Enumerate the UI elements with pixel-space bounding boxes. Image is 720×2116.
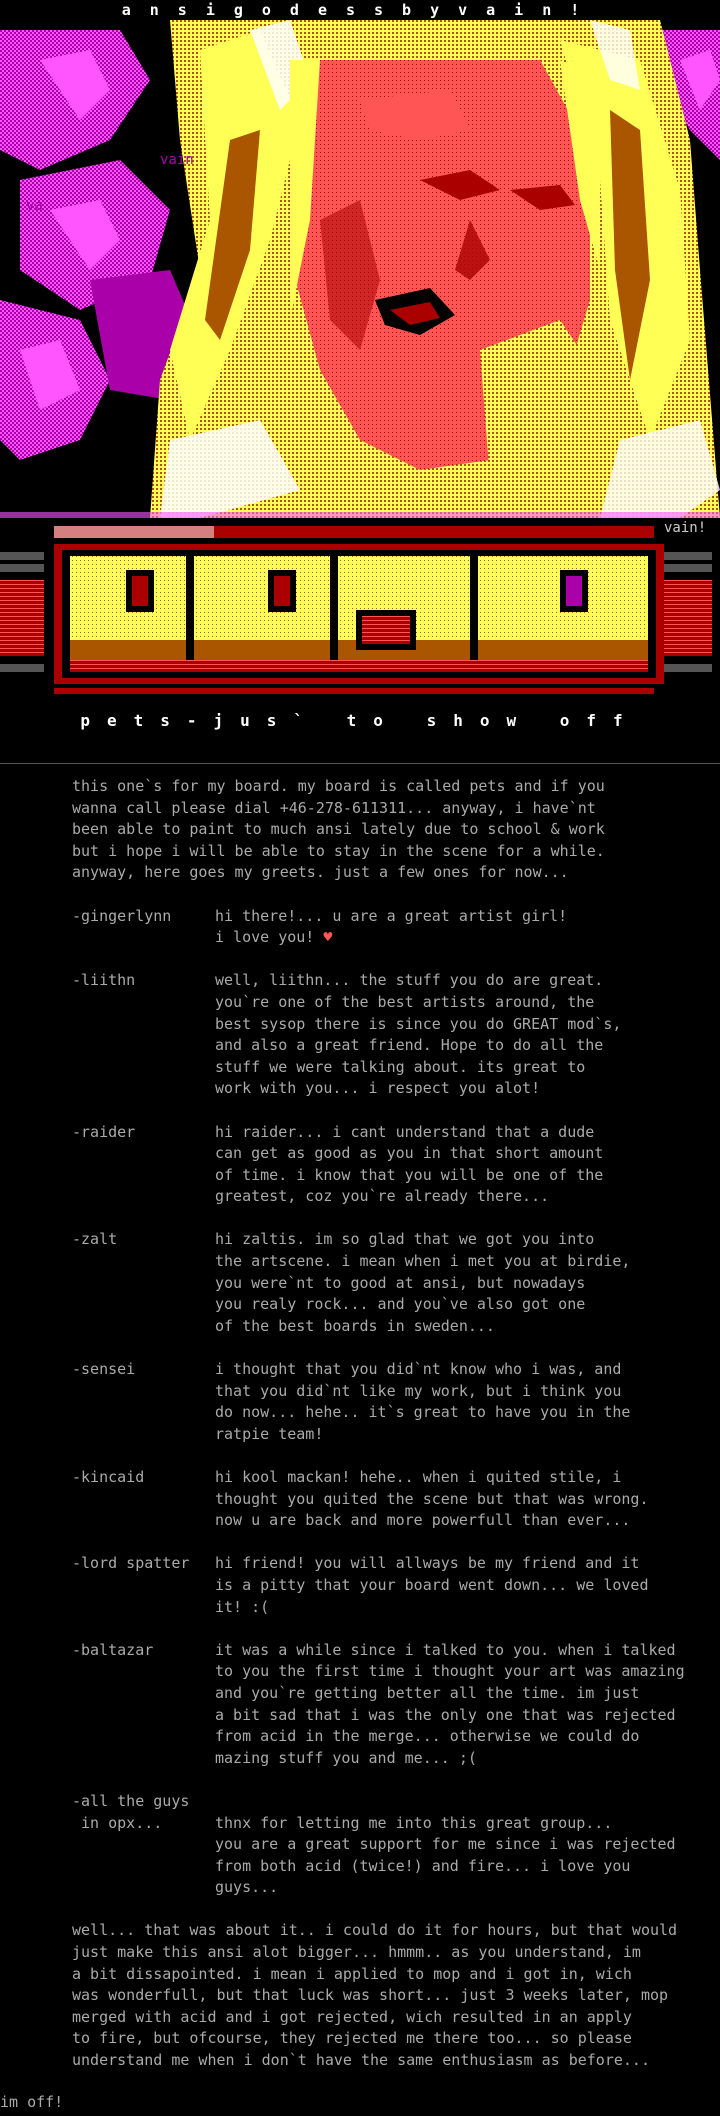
greet-name: -baltazar [72,1640,154,1659]
greet-entry [72,1229,712,1337]
logo-caption: pets-jus` to show off [80,711,640,730]
greet-message: it was a while since i talked to you. when i talked to you the first time i thought your art was amazing and you`re getting better all the time. im just a bit sad that i was the only one that was rejected from acid in the merge... otherwise we could do mazing stuff you and me... ;( [215,1640,685,1767]
divider [0,763,720,764]
artist-signature: vain! [664,520,707,536]
greet-message: hi zaltis. im so glad that we got you into the artscene. i mean when i met you at birdie, you were`nt to good at ansi, but nowadays you realy rock... and you`ve also got one of the best boards in sweden... [215,1230,631,1335]
nfo-text [72,776,712,2072]
pets-logo [0,520,720,700]
greet-name: -gingerlynn [72,906,172,925]
greet-entry [72,1640,712,1770]
heart-icon: ♥ [323,928,333,947]
greet-message: well, liithn... the stuff you do are great. you`re one of the best artists around, the best sysop there is since you do GREAT mod`s, and also a great friend. Hope to do all the stuff we were talking about. its great to work with you... i respect you alot! [215,971,622,1098]
signoff-text: im off! [0,2093,64,2111]
greet-message: hi raider... i cant understand that a dude can get as good as you in that short amount of time. i know that you will be one of the greatest, coz you`re already there... [215,1122,604,1206]
ansi-artwork [0,20,720,518]
artist-tag-short: va [26,198,43,214]
greet-text: hi there!... u are a great artist girl! i love you! [215,906,568,947]
ansi-title: ansigodessbyvain! [121,1,599,19]
outro-paragraph: well... that was about it.. i could do it for hours, but that would just make this ansi alot bigger... hmmm.. as you understand, im a bit dissapointed. i mean i applied to mop and i got in, wich was wonderfull, but that luck was short... just 3 weeks later, mop merged with acid and i got rejected, wich resulted in an apply to fire, but ofcourse, they rejected me there too... so please understand me when i don`t have the same enthusiasm as before... [72,1921,678,2070]
greet-entry [72,1467,712,1532]
greet-message: thnx for letting me into this great group... you are a great support for me since i was rejected from both acid (twice!) and fire... i love you guys... [215,1813,676,1897]
greet-entry [72,1553,712,1618]
greet-entry [72,1359,712,1445]
greet-name: -lord spatter [72,1554,190,1573]
greet-message: hi friend! you will allways be my friend and it is a pitty that your board went down... we loved it! :( [215,1554,649,1616]
greet-entry [72,1122,712,1208]
greet-entry [72,906,712,949]
greet-name: -liithn [72,971,136,990]
goddess-portrait [0,20,720,518]
artist-tag: vain [160,152,194,168]
greet-name: -kincaid [72,1468,145,1486]
greet-name: -raider [72,1122,136,1141]
greets-list [72,906,712,1899]
greet-message: hi kool mackan! hehe.. when i quited stile, i thought you quited the scene but that was wrong. now u are back and more powerfull than ever... [215,1468,649,1530]
intro-paragraph: this one`s for my board. my board is called pets and if you wanna call please dial +46-278-611311... anyway, i have`nt been able to paint to much ansi lately due to school & work but i hope i will be able to stay in the scene for a while. anyway, here goes my greets. just a few ones for now... [72,777,605,882]
greet-entry [72,1791,712,1899]
greet-name: -zalt [72,1230,118,1249]
greet-entry [72,970,712,1100]
greet-message: i thought that you did`nt know who i was, and that you did`nt like my work, but i think you do now... hehe.. it`s great to have you in the ratpie team! [215,1360,631,1443]
greet-name: -sensei [72,1360,136,1379]
greet-name: -all the guys in opx... [72,1791,190,1832]
greet-message [215,906,567,949]
